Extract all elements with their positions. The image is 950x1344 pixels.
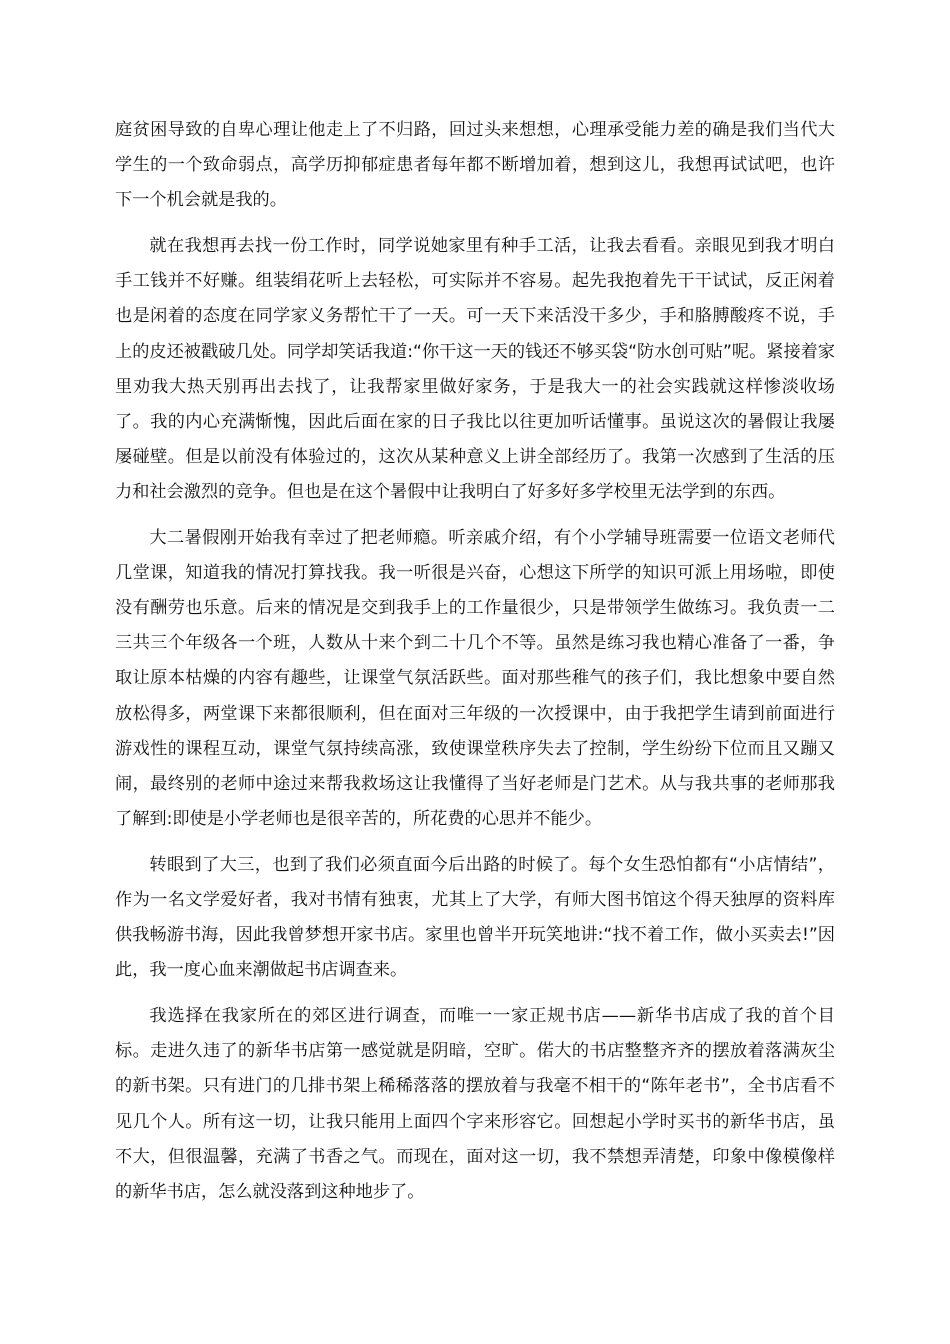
paragraph: 转眼到了大三，也到了我们必须直面今后出路的时候了。每个女生恐怕都有“小店情结”，作为一名文学爱好者，我对书情有独衷，尤其上了大学，有师大图书馆这个得天独厚的资料库供我畅游书海，因此我曾梦想开家书店。家里也曾半开玩笑地讲:“找不着工作，做小买卖去!”因此，我一度心血来潮做起书店调查来。 [115, 854, 835, 981]
paragraph: 就在我想再去找一份工作时，同学说她家里有种手工活，让我去看看。亲眼见到我才明白手工钱并不好赚。组装绢花听上去轻松，可实际并不容易。起先我抱着先干干试试，反正闲着也是闲着的态度在同学家义务帮忙干了一天。可一天下来活没干多少，手和胳膊酸疼不说，手上的皮还被戳破几处。同学却笑话我道:“你干这一天的钱还不够买袋“防水创可贴”呢。紧接着家里劝我大热天别再出去找了，让我帮家里做好家务，于是我大一的社会实践就这样惨淡收场了。我的内心充满惭愧，因此后面在家的日子我比以往更加听话懂事。虽说这次的暑假让我屡屡碰壁。但是以前没有体验过的，这次从某种意义上讲全部经历了。我第一次感到了生活的压力和社会激烈的竞争。但也是在这个暑假中让我明白了好多好多学校里无法学到的东西。 [115, 236, 836, 502]
paragraph: 我选择在我家所在的郊区进行调查，而唯一一家正规书店——新华书店成了我的首个目标。走进久违了的新华书店第一感觉就是阴暗，空旷。偌大的书店整整齐齐的摆放着落满灰尘的新书架。只有进门的几排书架上稀稀落落的摆放着与我毫不相干的“陈年老书”，全书店看不见几个人。所有这一切，让我只能用上面四个字来形容它。回想起小学时买书的新华书店，虽不大，但很温馨，充满了书香之气。而现在，面对这一切，我不禁想弄清楚，印象中像模像样的新华书店，怎么就没落到这种地步了。 [115, 1006, 835, 1202]
paragraph: 大二暑假刚开始我有幸过了把老师瘾。听亲戚介绍，有个小学辅导班需要一位语文老师代几堂课，知道我的情况打算找我。我一听很是兴奋，心想这下所学的知识可派上用场啦，即使没有酬劳也乐意。后来的情况是交到我手上的工作量很少，只是带领学生做练习。我负责一二三共三个年级各一个班，人数从十来个到二十几个不等。虽然是练习我也精心准备了一番，争取让原本枯燥的内容有趣些，让课堂气氛活跃些。面对那些稚气的孩子们，我比想象中要自然放松得多，两堂课下来都很顺利，但在面对三年级的一次授课中，由于我把学生请到前面进行游戏性的课程互动，课堂气氛持续高涨，致使课堂秩序失去了控制，学生纷纷下位而且又蹦又闹，最终别的老师中途过来帮我救场这让我懂得了当好老师是门艺术。从与我共事的老师那我了解到:即使是小学老师也是很辛苦的，所花费的心思并不能少。 [115, 528, 835, 829]
document-body [115, 113, 835, 1221]
paragraph: 庭贫困导致的自卑心理让他走上了不归路，回过头来想想，心理承受能力差的确是我们当代大学生的一个致命弱点，高学历抑郁症患者每年都不断增加着，想到这儿，我想再试试吧，也许下一个机会就是我的。 [115, 120, 835, 211]
